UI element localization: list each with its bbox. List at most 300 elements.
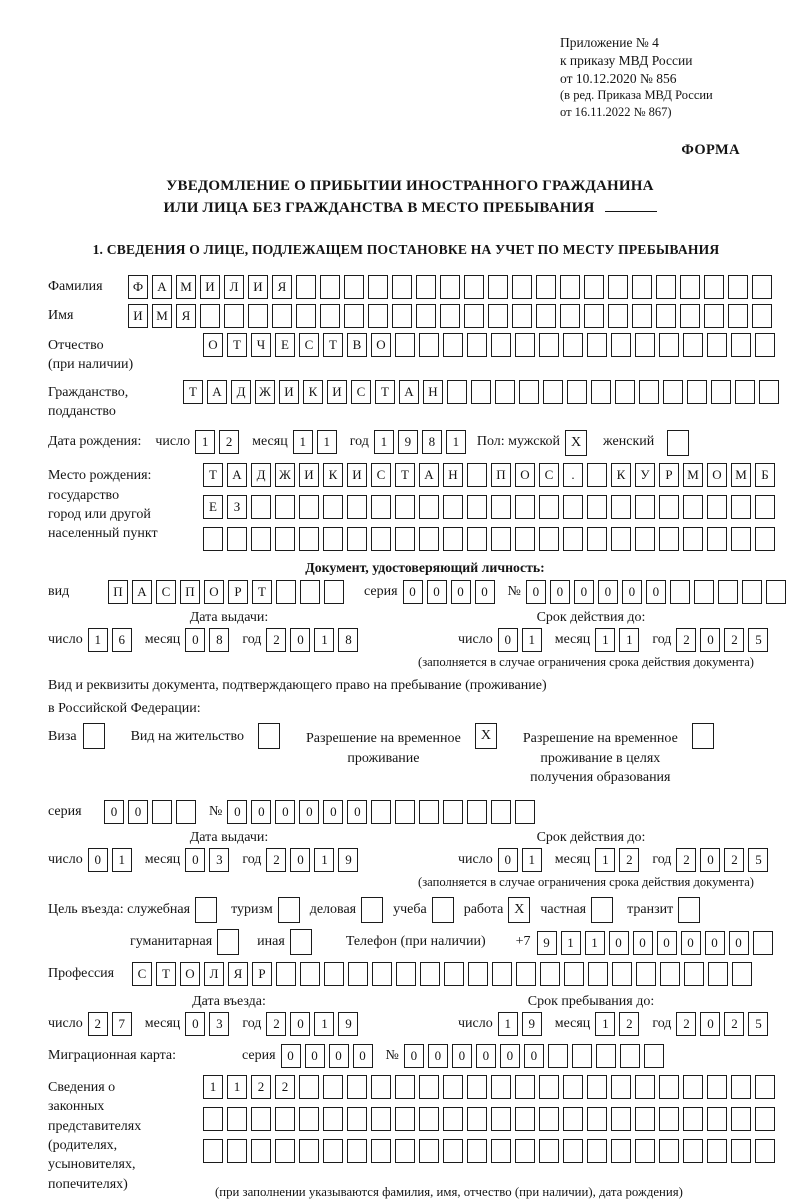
representatives-input-line1-cell[interactable] [371,1075,391,1099]
birth-place-input-line2-cell[interactable] [635,495,655,519]
doc-expiry-year[interactable] [676,628,772,652]
permit-issue-year[interactable] [266,848,362,872]
representatives-input-line1-cell[interactable] [443,1075,463,1099]
citizenship-input-cell[interactable]: Т [375,380,395,404]
birth-place-input-line2-cell[interactable] [323,495,343,519]
birth-place-input-line1[interactable] [203,463,779,487]
mig-number-input-cell[interactable]: 0 [428,1044,448,1068]
birth-place-input-line1-cell[interactable]: С [371,463,391,487]
phone-input-cell[interactable]: 0 [609,931,629,955]
birth-place-input-line2-cell[interactable] [611,495,631,519]
profession-input-cell[interactable]: Я [228,962,248,986]
birth-day-input[interactable] [195,430,243,454]
birth-place-input-line3-cell[interactable] [755,527,775,551]
doc-type-input-cell[interactable]: А [132,580,152,604]
birth-place-input-line2-cell[interactable] [659,495,679,519]
permit-issue-day[interactable] [88,848,136,872]
birth-place-input-line3-cell[interactable] [683,527,703,551]
purpose-transit-checkbox-cell[interactable] [678,897,700,923]
birth-place-input-line2[interactable] [203,495,779,519]
representatives-input-line1-cell[interactable] [755,1075,775,1099]
name-input-cell[interactable] [200,304,220,328]
birth-place-input-line3-cell[interactable] [563,527,583,551]
surname-input-cell[interactable]: М [176,275,196,299]
permit-expiry-month[interactable] [595,848,643,872]
profession-input-cell[interactable] [660,962,680,986]
profession-input-cell[interactable] [444,962,464,986]
sex-male-checkbox[interactable] [565,430,591,456]
phone-input-cell[interactable]: 0 [681,931,701,955]
citizenship-input-cell[interactable] [495,380,515,404]
permit-expiry-month-cell[interactable]: 2 [619,848,639,872]
permit-issue-month-cell[interactable]: 3 [209,848,229,872]
permit-series-input-cell[interactable] [176,800,196,824]
citizenship-input-cell[interactable] [639,380,659,404]
surname-input-cell[interactable] [536,275,556,299]
representatives-input-line2-cell[interactable] [203,1107,223,1131]
birth-place-input-line2-cell[interactable]: З [227,495,247,519]
representatives-input-line1-cell[interactable] [299,1075,319,1099]
residence-permit-checkbox-cell[interactable] [258,723,280,749]
name-input-cell[interactable]: Я [176,304,196,328]
birth-place-input-line2-cell[interactable] [419,495,439,519]
mig-series-input-cell[interactable]: 0 [305,1044,325,1068]
entry-year-cell[interactable]: 9 [338,1012,358,1036]
name-input[interactable] [128,304,776,328]
phone-input-cell[interactable]: 0 [729,931,749,955]
representatives-input-line1-cell[interactable] [539,1075,559,1099]
permit-issue-month[interactable] [185,848,233,872]
birth-year-input-cell[interactable]: 1 [446,430,466,454]
doc-type-input-cell[interactable] [276,580,296,604]
patronymic-input[interactable] [203,333,779,357]
entry-year-cell[interactable]: 0 [290,1012,310,1036]
surname-input-cell[interactable] [608,275,628,299]
purpose-business-checkbox-cell[interactable] [361,897,383,923]
name-input-cell[interactable] [416,304,436,328]
representatives-input-line2-cell[interactable] [683,1107,703,1131]
birth-place-input-line3-cell[interactable] [515,527,535,551]
doc-type-input-cell[interactable] [324,580,344,604]
representatives-input-line3-cell[interactable] [635,1139,655,1163]
citizenship-input-cell[interactable] [591,380,611,404]
mig-number-input[interactable] [404,1044,668,1068]
doc-number-input-cell[interactable]: 0 [550,580,570,604]
doc-issue-year-cell[interactable]: 8 [338,628,358,652]
surname-input-cell[interactable] [704,275,724,299]
profession-input-cell[interactable] [732,962,752,986]
representatives-input-line3[interactable] [203,1139,779,1163]
patronymic-input-cell[interactable]: Т [323,333,343,357]
name-input-cell[interactable] [680,304,700,328]
representatives-input-line1-cell[interactable] [731,1075,751,1099]
citizenship-input-cell[interactable] [711,380,731,404]
birth-place-input-line1-cell[interactable]: М [731,463,751,487]
stay-month-cell[interactable]: 2 [619,1012,639,1036]
profession-input-cell[interactable] [348,962,368,986]
stay-year-cell[interactable]: 2 [676,1012,696,1036]
sex-male-checkbox-cell[interactable]: X [565,430,587,456]
mig-number-input-cell[interactable]: 0 [524,1044,544,1068]
doc-number-input-cell[interactable] [670,580,690,604]
name-input-cell[interactable] [464,304,484,328]
birth-place-input-line2-cell[interactable] [587,495,607,519]
profession-input-cell[interactable] [324,962,344,986]
citizenship-input-cell[interactable]: Т [183,380,203,404]
permit-expiry-day-cell[interactable]: 1 [522,848,542,872]
representatives-input-line1[interactable] [203,1075,779,1099]
doc-type-input-cell[interactable]: П [108,580,128,604]
surname-input-cell[interactable] [440,275,460,299]
representatives-input-line2-cell[interactable] [611,1107,631,1131]
doc-expiry-day[interactable] [498,628,546,652]
representatives-input-line1-cell[interactable] [635,1075,655,1099]
mig-number-input-cell[interactable] [596,1044,616,1068]
citizenship-input-cell[interactable]: Н [423,380,443,404]
birth-year-input-cell[interactable]: 9 [398,430,418,454]
representatives-input-line2-cell[interactable] [515,1107,535,1131]
representatives-input-line1-cell[interactable] [611,1075,631,1099]
representatives-input-line1-cell[interactable]: 1 [203,1075,223,1099]
birth-year-input-cell[interactable]: 8 [422,430,442,454]
doc-issue-month-cell[interactable]: 8 [209,628,229,652]
birth-place-input-line1-cell[interactable]: О [707,463,727,487]
permit-issue-month-cell[interactable]: 0 [185,848,205,872]
birth-place-input-line2-cell[interactable] [731,495,751,519]
stay-month[interactable] [595,1012,643,1036]
representatives-input-line3-cell[interactable] [275,1139,295,1163]
purpose-tourism-checkbox-cell[interactable] [278,897,300,923]
birth-place-input-line3-cell[interactable] [731,527,751,551]
birth-place-input-line2-cell[interactable] [275,495,295,519]
profession-input-cell[interactable]: Л [204,962,224,986]
mig-series-input-cell[interactable]: 0 [329,1044,349,1068]
profession-input-cell[interactable] [420,962,440,986]
birth-place-input-line1-cell[interactable]: О [515,463,535,487]
doc-type-input[interactable] [108,580,348,604]
patronymic-input-cell[interactable] [563,333,583,357]
entry-year[interactable] [266,1012,362,1036]
name-input-cell[interactable] [608,304,628,328]
permit-number-input-cell[interactable] [467,800,487,824]
birth-place-input-line1-cell[interactable]: Т [395,463,415,487]
doc-number-input[interactable] [526,580,790,604]
permit-expiry-day[interactable] [498,848,546,872]
doc-issue-day-cell[interactable]: 6 [112,628,132,652]
representatives-input-line2-cell[interactable] [395,1107,415,1131]
representatives-input-line1-cell[interactable] [587,1075,607,1099]
profession-input-cell[interactable]: Т [156,962,176,986]
profession-input-cell[interactable] [540,962,560,986]
purpose-work-checkbox-cell[interactable]: X [508,897,530,923]
profession-input-cell[interactable]: С [132,962,152,986]
patronymic-input-cell[interactable]: Ч [251,333,271,357]
permit-expiry-month-cell[interactable]: 1 [595,848,615,872]
patronymic-input-cell[interactable] [443,333,463,357]
patronymic-input-cell[interactable] [515,333,535,357]
representatives-input-line2[interactable] [203,1107,779,1131]
birth-place-input-line1-cell[interactable]: Ж [275,463,295,487]
representatives-input-line3-cell[interactable] [707,1139,727,1163]
surname-input-cell[interactable] [680,275,700,299]
name-input-cell[interactable]: М [152,304,172,328]
surname-input-cell[interactable] [512,275,532,299]
mig-number-input-cell[interactable] [548,1044,568,1068]
doc-series-input-cell[interactable]: 0 [403,580,423,604]
name-input-cell[interactable] [368,304,388,328]
patronymic-input-cell[interactable] [539,333,559,357]
representatives-input-line2-cell[interactable] [419,1107,439,1131]
representatives-input-line1-cell[interactable]: 2 [275,1075,295,1099]
doc-type-input-cell[interactable]: П [180,580,200,604]
representatives-input-line3-cell[interactable] [683,1139,703,1163]
patronymic-input-cell[interactable] [395,333,415,357]
citizenship-input-cell[interactable]: И [279,380,299,404]
doc-expiry-year-cell[interactable]: 0 [700,628,720,652]
birth-place-input-line1-cell[interactable]: А [419,463,439,487]
permit-issue-year-cell[interactable]: 9 [338,848,358,872]
birth-place-input-line1-cell[interactable]: У [635,463,655,487]
doc-issue-year[interactable] [266,628,362,652]
mig-number-input-cell[interactable]: 0 [476,1044,496,1068]
birth-place-input-line3-cell[interactable] [371,527,391,551]
surname-input-cell[interactable] [392,275,412,299]
stay-day-cell[interactable]: 1 [498,1012,518,1036]
birth-place-input-line2-cell[interactable] [707,495,727,519]
birth-day-input-cell[interactable]: 1 [195,430,215,454]
birth-place-input-line3-cell[interactable] [467,527,487,551]
birth-place-input-line2-cell[interactable] [539,495,559,519]
citizenship-input-cell[interactable] [567,380,587,404]
birth-place-input-line1-cell[interactable]: . [563,463,583,487]
birth-place-input-line2-cell[interactable] [491,495,511,519]
birth-place-input-line3-cell[interactable] [251,527,271,551]
citizenship-input-cell[interactable] [519,380,539,404]
representatives-input-line2-cell[interactable] [635,1107,655,1131]
birth-place-input-line2-cell[interactable] [347,495,367,519]
surname-input-cell[interactable]: Л [224,275,244,299]
birth-place-input-line3-cell[interactable] [299,527,319,551]
representatives-input-line3-cell[interactable] [323,1139,343,1163]
mig-number-input-cell[interactable] [644,1044,664,1068]
birth-place-input-line1-cell[interactable]: И [347,463,367,487]
birth-place-input-line1-cell[interactable]: Н [443,463,463,487]
representatives-input-line2-cell[interactable] [563,1107,583,1131]
doc-expiry-year-cell[interactable]: 5 [748,628,768,652]
citizenship-input-cell[interactable]: И [327,380,347,404]
phone-input-cell[interactable]: 0 [633,931,653,955]
birth-place-input-line1-cell[interactable] [587,463,607,487]
representatives-input-line3-cell[interactable] [539,1139,559,1163]
birth-place-input-line2-cell[interactable] [443,495,463,519]
phone-input[interactable] [537,931,777,955]
profession-input-cell[interactable] [708,962,728,986]
profession-input[interactable] [132,962,756,986]
surname-input-cell[interactable] [464,275,484,299]
name-input-cell[interactable] [320,304,340,328]
residence-permit-checkbox[interactable] [258,723,284,749]
representatives-input-line1-cell[interactable]: 2 [251,1075,271,1099]
birth-place-input-line2-cell[interactable] [395,495,415,519]
doc-issue-day-cell[interactable]: 1 [88,628,108,652]
mig-number-input-cell[interactable] [620,1044,640,1068]
surname-input-cell[interactable]: И [248,275,268,299]
birth-place-input-line3-cell[interactable] [347,527,367,551]
permit-number-input-cell[interactable] [371,800,391,824]
name-input-cell[interactable] [248,304,268,328]
patronymic-input-cell[interactable]: В [347,333,367,357]
doc-type-input-cell[interactable]: С [156,580,176,604]
birth-place-input-line2-cell[interactable] [683,495,703,519]
permit-number-input-cell[interactable] [491,800,511,824]
doc-series-input-cell[interactable]: 0 [427,580,447,604]
visa-checkbox-cell[interactable] [83,723,105,749]
purpose-study-checkbox[interactable] [432,897,458,923]
citizenship-input-cell[interactable] [447,380,467,404]
representatives-input-line1-cell[interactable] [683,1075,703,1099]
surname-input-cell[interactable]: А [152,275,172,299]
purpose-official-checkbox-cell[interactable] [195,897,217,923]
patronymic-input-cell[interactable] [587,333,607,357]
purpose-work-checkbox[interactable] [508,897,534,923]
doc-expiry-day-cell[interactable]: 0 [498,628,518,652]
phone-input-cell[interactable] [753,931,773,955]
citizenship-input-cell[interactable] [663,380,683,404]
representatives-input-line3-cell[interactable] [443,1139,463,1163]
name-input-cell[interactable] [632,304,652,328]
birth-place-input-line1-cell[interactable]: Т [203,463,223,487]
purpose-tourism-checkbox[interactable] [278,897,304,923]
entry-day[interactable] [88,1012,136,1036]
representatives-input-line3-cell[interactable] [371,1139,391,1163]
visa-checkbox[interactable] [83,723,109,749]
profession-input-cell[interactable] [684,962,704,986]
representatives-input-line1-cell[interactable] [491,1075,511,1099]
permit-series-input-cell[interactable]: 0 [128,800,148,824]
birth-place-input-line1-cell[interactable]: Р [659,463,679,487]
permit-expiry-year-cell[interactable]: 0 [700,848,720,872]
patronymic-input-cell[interactable] [491,333,511,357]
birth-place-input-line3-cell[interactable] [491,527,511,551]
birth-month-input-cell[interactable]: 1 [293,430,313,454]
representatives-input-line2-cell[interactable] [707,1107,727,1131]
representatives-input-line1-cell[interactable]: 1 [227,1075,247,1099]
purpose-private-checkbox-cell[interactable] [591,897,613,923]
representatives-input-line2-cell[interactable] [227,1107,247,1131]
profession-input-cell[interactable] [468,962,488,986]
birth-place-input-line1-cell[interactable] [467,463,487,487]
birth-month-input-cell[interactable]: 1 [317,430,337,454]
representatives-input-line3-cell[interactable] [299,1139,319,1163]
citizenship-input[interactable] [183,380,783,404]
mig-number-input-cell[interactable]: 0 [452,1044,472,1068]
permit-expiry-year-cell[interactable]: 2 [724,848,744,872]
birth-place-input-line3-cell[interactable] [203,527,223,551]
name-input-cell[interactable] [704,304,724,328]
patronymic-input-cell[interactable] [755,333,775,357]
sex-female-checkbox-cell[interactable] [667,430,689,456]
surname-input-cell[interactable] [560,275,580,299]
name-input-cell[interactable] [224,304,244,328]
doc-number-input-cell[interactable] [742,580,762,604]
doc-issue-month-cell[interactable]: 0 [185,628,205,652]
doc-type-input-cell[interactable] [300,580,320,604]
permit-number-input-cell[interactable] [443,800,463,824]
stay-year[interactable] [676,1012,772,1036]
entry-month-cell[interactable]: 3 [209,1012,229,1036]
representatives-input-line1-cell[interactable] [395,1075,415,1099]
citizenship-input-cell[interactable]: А [207,380,227,404]
representatives-input-line1-cell[interactable] [419,1075,439,1099]
edu-permit-checkbox-cell[interactable] [692,723,714,749]
representatives-input-line3-cell[interactable] [515,1139,535,1163]
stay-month-cell[interactable]: 1 [595,1012,615,1036]
representatives-input-line3-cell[interactable] [659,1139,679,1163]
phone-input-cell[interactable]: 1 [561,931,581,955]
birth-place-input-line2-cell[interactable] [515,495,535,519]
representatives-input-line2-cell[interactable] [323,1107,343,1131]
permit-number-input-cell[interactable] [395,800,415,824]
permit-number-input-cell[interactable]: 0 [251,800,271,824]
representatives-input-line2-cell[interactable] [443,1107,463,1131]
birth-day-input-cell[interactable]: 2 [219,430,239,454]
birth-year-input-cell[interactable]: 1 [374,430,394,454]
profession-input-cell[interactable] [276,962,296,986]
representatives-input-line2-cell[interactable] [731,1107,751,1131]
representatives-input-line2-cell[interactable] [371,1107,391,1131]
name-input-cell[interactable] [560,304,580,328]
patronymic-input-cell[interactable] [635,333,655,357]
permit-number-input-cell[interactable]: 0 [275,800,295,824]
birth-place-input-line2-cell[interactable]: Е [203,495,223,519]
birth-place-input-line3-cell[interactable] [587,527,607,551]
representatives-input-line2-cell[interactable] [347,1107,367,1131]
phone-input-cell[interactable]: 9 [537,931,557,955]
doc-number-input-cell[interactable] [694,580,714,604]
birth-place-input-line3-cell[interactable] [635,527,655,551]
patronymic-input-cell[interactable] [683,333,703,357]
representatives-input-line2-cell[interactable] [275,1107,295,1131]
birth-place-input-line1-cell[interactable]: П [491,463,511,487]
doc-number-input-cell[interactable] [766,580,786,604]
profession-input-cell[interactable] [612,962,632,986]
permit-number-input[interactable] [227,800,539,824]
entry-year-cell[interactable]: 1 [314,1012,334,1036]
representatives-input-line2-cell[interactable] [299,1107,319,1131]
patronymic-input-cell[interactable]: С [299,333,319,357]
mig-number-input-cell[interactable]: 0 [500,1044,520,1068]
profession-input-cell[interactable] [564,962,584,986]
representatives-input-line3-cell[interactable] [395,1139,415,1163]
stay-year-cell[interactable]: 0 [700,1012,720,1036]
purpose-humanitarian-checkbox[interactable] [217,929,243,955]
representatives-input-line3-cell[interactable] [419,1139,439,1163]
mig-number-input-cell[interactable]: 0 [404,1044,424,1068]
profession-input-cell[interactable] [396,962,416,986]
representatives-input-line3-cell[interactable] [491,1139,511,1163]
birth-place-input-line3-cell[interactable] [707,527,727,551]
doc-issue-year-cell[interactable]: 2 [266,628,286,652]
representatives-input-line1-cell[interactable] [323,1075,343,1099]
birth-place-input-line3-cell[interactable] [539,527,559,551]
entry-year-cell[interactable]: 2 [266,1012,286,1036]
name-input-cell[interactable] [392,304,412,328]
representatives-input-line1-cell[interactable] [347,1075,367,1099]
name-input-cell[interactable] [440,304,460,328]
permit-expiry-year-cell[interactable]: 2 [676,848,696,872]
stay-year-cell[interactable]: 2 [724,1012,744,1036]
representatives-input-line3-cell[interactable] [755,1139,775,1163]
